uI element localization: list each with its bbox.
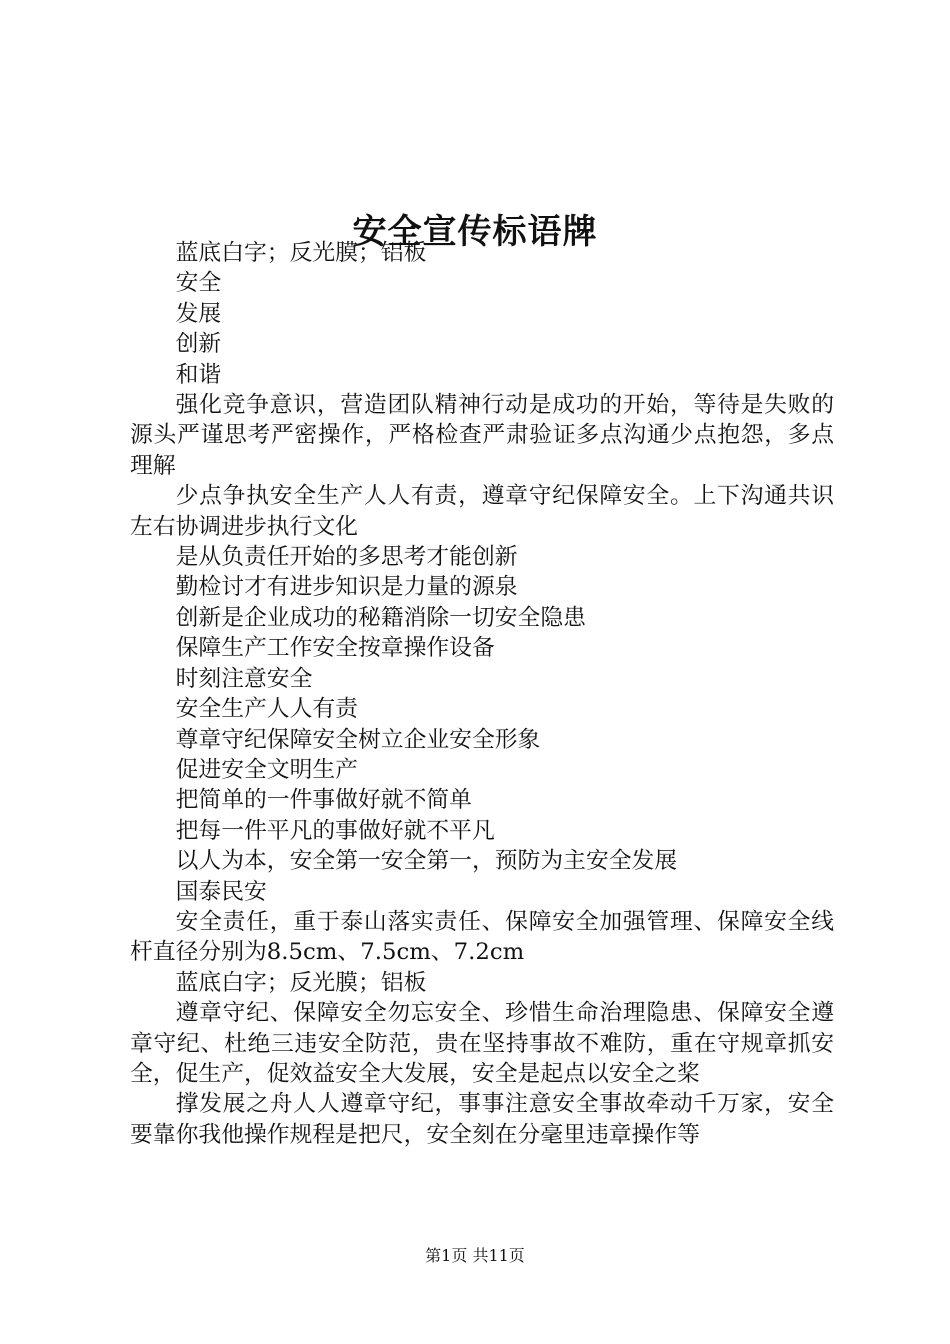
paragraph: 和谐	[175, 361, 222, 388]
paragraph: 以人为本，安全第一安全第一，预防为主安全发展	[175, 848, 678, 875]
paragraph: 创新是企业成功的秘籍消除一切安全隐患	[175, 604, 586, 631]
paragraph: 国泰民安	[175, 878, 267, 905]
paragraph: 安全生产人人有责	[175, 696, 358, 723]
paragraph: 把简单的一件事做好就不简单	[175, 787, 472, 814]
paragraph: 创新	[175, 331, 222, 358]
paragraph: 遵章守纪、保障安全勿忘安全、珍惜生命治理隐患、保障安全遵章守纪、杜绝三违安全防范，贵在坚持事故不难防，重在守规章抓安全，促生产，促效益安全大发展，安全是起点以安全之桨	[130, 1000, 834, 1087]
paragraph: 是从负责任开始的多思考才能创新	[175, 544, 518, 571]
paragraph: 蓝底白字；反光膜；铝板	[175, 969, 427, 996]
page-footer: 第1页 共11页	[425, 1246, 525, 1265]
paragraph: 撑发展之舟人人遵章守纪，事事注意安全事故牵动千万家，安全要靠你我他操作规程是把尺，安全刻在分毫里违章操作等	[130, 1091, 834, 1148]
paragraph: 蓝底白字；反光膜；铝板	[175, 240, 427, 266]
paragraph: 尊章守纪保障安全树立企业安全形象	[175, 726, 541, 753]
paragraph: 促进安全文明生产	[175, 756, 358, 783]
document-body	[130, 238, 834, 1150]
paragraph: 时刻注意安全	[175, 665, 313, 692]
paragraph: 少点争执安全生产人人有责，遵章守纪保障安全。上下沟通共识左右协调进步执行文化	[130, 483, 834, 540]
paragraph: 强化竞争意识，营造团队精神行动是成功的开始，等待是失败的源头严谨思考严密操作，严格检查严肃验证多点沟通少点抱怨，多点理解	[130, 392, 834, 479]
paragraph: 安全	[175, 270, 222, 297]
paragraph: 把每一件平凡的事做好就不平凡	[175, 817, 495, 844]
paragraph: 勤检讨才有进步知识是力量的源泉	[175, 574, 518, 601]
page-title: 安全宣传标语牌	[352, 211, 598, 252]
paragraph: 安全责任，重于泰山落实责任、保障安全加强管理、保障安全线杆直径分别为8.5cm、7.5cm、7.2cm	[130, 908, 834, 966]
paragraph: 发展	[175, 300, 222, 327]
paragraph: 保障生产工作安全按章操作设备	[175, 635, 495, 662]
